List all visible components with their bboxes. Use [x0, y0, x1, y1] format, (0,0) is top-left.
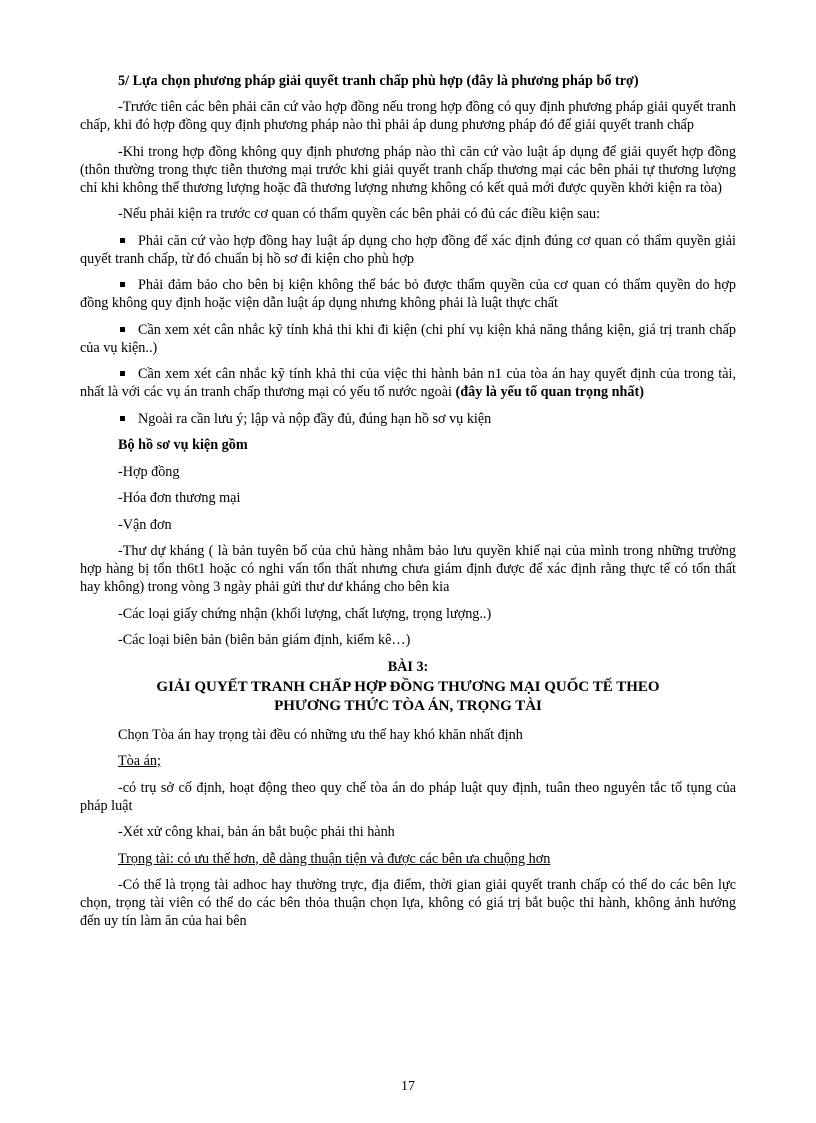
paragraph: -có trụ sở cố định, hoạt động theo quy chế tòa án do pháp luật quy định, tuân theo nguyên tắc tố tụng của pháp luật — [80, 779, 736, 814]
dossier-item: -Các loại giấy chứng nhận (khối lượng, chất lượng, trọng lượng..) — [118, 605, 492, 622]
court-label: Tòa án; — [118, 753, 161, 769]
paragraph: -Trước tiên các bên phải căn cứ vào hợp đồng nếu trong hợp đồng có quy định phương pháp giải quyết tranh chấp, khi đó hợp đồng quy định phương pháp nào thì phải áp dung phương pháp đó để giải quyết tranh chấp — [80, 99, 736, 133]
square-bullet-icon — [120, 416, 125, 421]
bullet-item: Ngoài ra cần lưu ý; lập và nộp đầy đủ, đúng hạn hồ sơ vụ kiện — [80, 410, 736, 428]
paragraph: -Khi trong hợp đồng không quy định phương pháp nào thì căn cứ vào luật áp dụng để giải quyết hợp đồng (thôn thường trong thực tiễn thương mại trước khi giải quyết tranh chấp thương mại các bên phải tự thương lượng chỉ khi không thể thương lượng hoặc đã thương lượng nhưng không có kết quả mới được quyền khởi kiện ra tòa) — [80, 143, 736, 196]
paragraph: Chọn Tòa án hay trọng tài đều có những ưu thế hay khó khăn nhất định — [118, 726, 523, 743]
paragraph: -Xét xử công khai, bản án bắt buộc phải thi hành — [118, 824, 395, 840]
dossier-item: -Hợp đồng — [118, 463, 180, 480]
square-bullet-icon — [120, 282, 125, 287]
dossier-heading: Bộ hồ sơ vụ kiện gồm — [118, 437, 248, 453]
paragraph: -Có thể là trọng tài adhoc hay thường trực, địa điểm, thời gian giải quyết tranh chấp có thể do các bên lực chọn, trọng tài viên có thể do các bên thỏa thuận chọn lựa, không có giá trị bắt buộc thi hành, không ảnh hưởng đến uy tín làm ăn của hai bên — [80, 877, 736, 929]
bullet-item: Phải đảm bảo cho bên bị kiện không thể bác bỏ được thẩm quyền của cơ quan có thẩm quyền do hợp đồng không quy định hoặc viện dẫn luật áp dụng nhưng không phải là luật thực chất — [80, 277, 736, 311]
bullet-item: Cần xem xét cân nhắc kỹ tính khả thi khi đi kiện (chi phí vụ kiện khả năng thắng kiện, giá trị tranh chấp của vụ kiện..) — [80, 321, 736, 356]
section-5-heading: 5/ Lựa chọn phương pháp giải quyết tranh chấp phù hợp (đây là phương pháp bổ trợ) — [118, 73, 639, 89]
page-number: 17 — [401, 1079, 415, 1094]
bullet-emphasis: (đây là yếu tố quan trọng nhất) — [455, 384, 644, 400]
square-bullet-icon — [120, 327, 125, 332]
dossier-item: -Hóa đơn thương mại — [118, 490, 241, 506]
document-page — [80, 72, 736, 939]
bullet-item: Phải căn cứ vào hợp đồng hay luật áp dụng cho hợp đồng để xác định đúng cơ quan có thẩm quyền giải quyết tranh chấp, từ đó chuẩn bị hồ sơ đi kiện cho phù hợp — [80, 232, 736, 267]
bullet-item: Cần xem xét cân nhắc kỹ tính khả thi của việc thi hành bản n1 của tòa án hay quyết định của trong tài, nhất là với các vụ án tranh chấp thương mại có yếu tố nước ngoài (đây là yếu tố quan trọng nhất) — [80, 366, 736, 400]
lesson-title: GIẢI QUYẾT TRANH CHẤP HỢP ĐỒNG THƯƠNG MẠI QUỐC TẾ THEO PHƯƠNG THỨC TÒA ÁN, TRỌNG TÀI — [156, 678, 660, 714]
square-bullet-icon — [120, 238, 125, 243]
arbitration-label: Trọng tài: có ưu thế hơn, dễ dàng thuận tiện và được các bên ưa chuộng hơn — [118, 850, 551, 867]
dossier-item: -Thư dự kháng ( là bản tuyên bố của chủ hàng nhằm bảo lưu quyền khiế nại của mình trong những trường hợp hàng bị tổn th6t1 hoặc có nghi vấn tổn thất nhưng chưa giám định được để xác định rằng thực tế có tổn thất hay không) trong vòng 3 ngày phải gửi thư dư kháng cho bên kia — [80, 543, 736, 595]
dossier-item: -Các loại biên bản (biên bản giám định, kiểm kê…) — [118, 632, 411, 648]
dossier-item: -Vận đơn — [118, 516, 172, 533]
square-bullet-icon — [120, 371, 125, 376]
lesson-label: BÀI 3: — [387, 658, 429, 675]
paragraph: -Nếu phải kiện ra trước cơ quan có thẩm quyền các bên phải có đủ các điều kiện sau: — [118, 206, 601, 222]
